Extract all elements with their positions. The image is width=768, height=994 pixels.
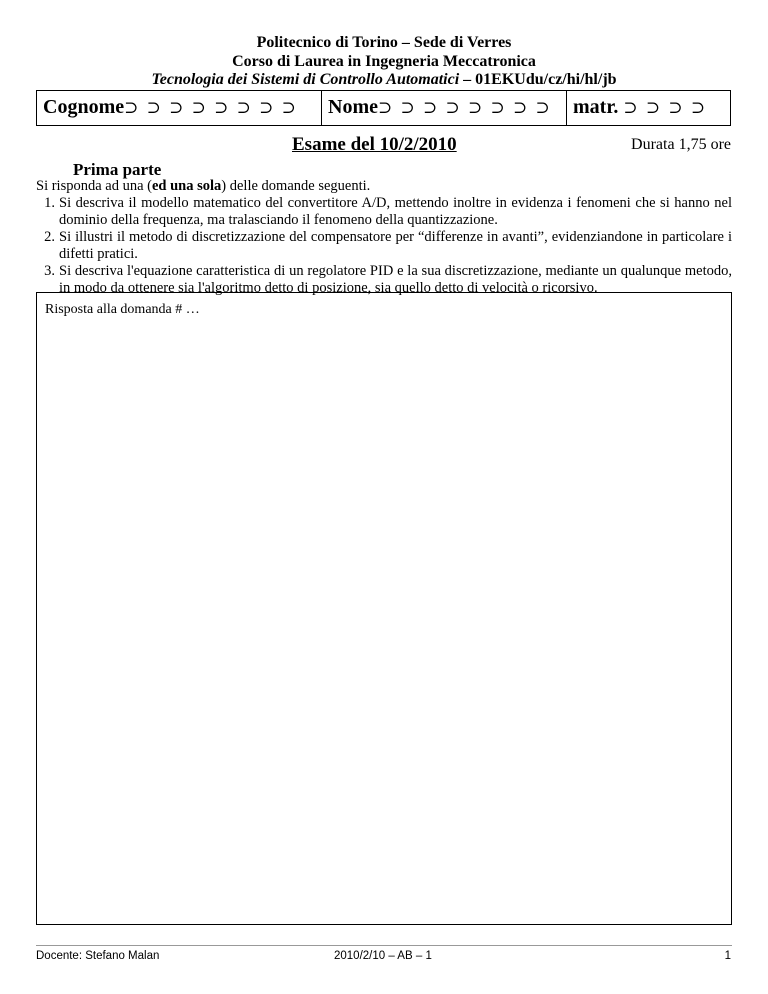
footer-teacher: Docente: Stefano Malan [36,950,160,962]
instructions-text: Si risponda ad una ( [36,178,152,194]
question-item [36,229,732,263]
subject-title [0,71,768,89]
question-item [36,195,732,229]
footer-document-code: 2010/2/10 – AB – 1 [334,950,432,962]
instructions-text-end: ) delle domande seguenti. [221,178,371,194]
subject-code: – 01EKUdu/cz/hi/hl/jb [459,71,617,88]
matricola-label: matr. [573,96,624,118]
answer-box[interactable] [36,292,732,925]
subject-name: Tecnologia dei Sistemi di Controllo Automatici [151,71,460,88]
exam-duration: Durata 1,75 ore [631,136,731,153]
cognome-label: Cognome [43,96,125,118]
question-text: Si descriva l'equazione caratteristica di un regolatore PID e la sua discretizzazione, mediante un qualunque metodo, in modo da ottenere sia l'algoritmo detto di posizione, sia quello detto di velocità o ricorsivo. [59,263,732,296]
question-text: Si descriva il modello matematico del convertitore A/D, mettendo inoltre in evidenza i fenomeni che si hanno nel dominio della frequenza, ma tralasciando il fenomeno della quantizzazione. [59,195,732,228]
nome-label: Nome [328,96,378,118]
exam-title: Esame del 10/2/2010 [292,134,457,155]
cognome-field[interactable] [37,91,322,125]
degree-course-title: Corso di Laurea in Ingegneria Meccatronica [232,53,536,70]
question-number: 1. [44,195,55,211]
question-number: 2. [44,229,55,245]
question-number: 3. [44,263,55,279]
student-id-box [36,90,731,126]
matricola-boxes: ⊃ ⊃ ⊃ ⊃ [623,98,708,117]
nome-boxes: ⊃ ⊃ ⊃ ⊃ ⊃ ⊃ ⊃ ⊃ [377,98,552,117]
footer-page-number: 1 [724,950,731,962]
section-title: Prima parte [73,160,162,179]
question-text: Si illustri il metodo di discretizzazione del compensatore per “differenze in avanti”, evidenziandone in particolare i difetti pratici. [59,229,732,262]
question-list [36,195,732,297]
nome-field[interactable] [322,91,567,125]
section-instructions [36,178,370,195]
matricola-field[interactable] [567,91,730,125]
instructions-emphasis: ed una sola [151,178,222,194]
institution-title: Politecnico di Torino – Sede di Verres [256,34,512,51]
answer-label: Risposta alla domanda # … [45,302,200,317]
footer-divider [36,945,732,946]
cognome-boxes: ⊃ ⊃ ⊃ ⊃ ⊃ ⊃ ⊃ ⊃ [124,98,298,117]
